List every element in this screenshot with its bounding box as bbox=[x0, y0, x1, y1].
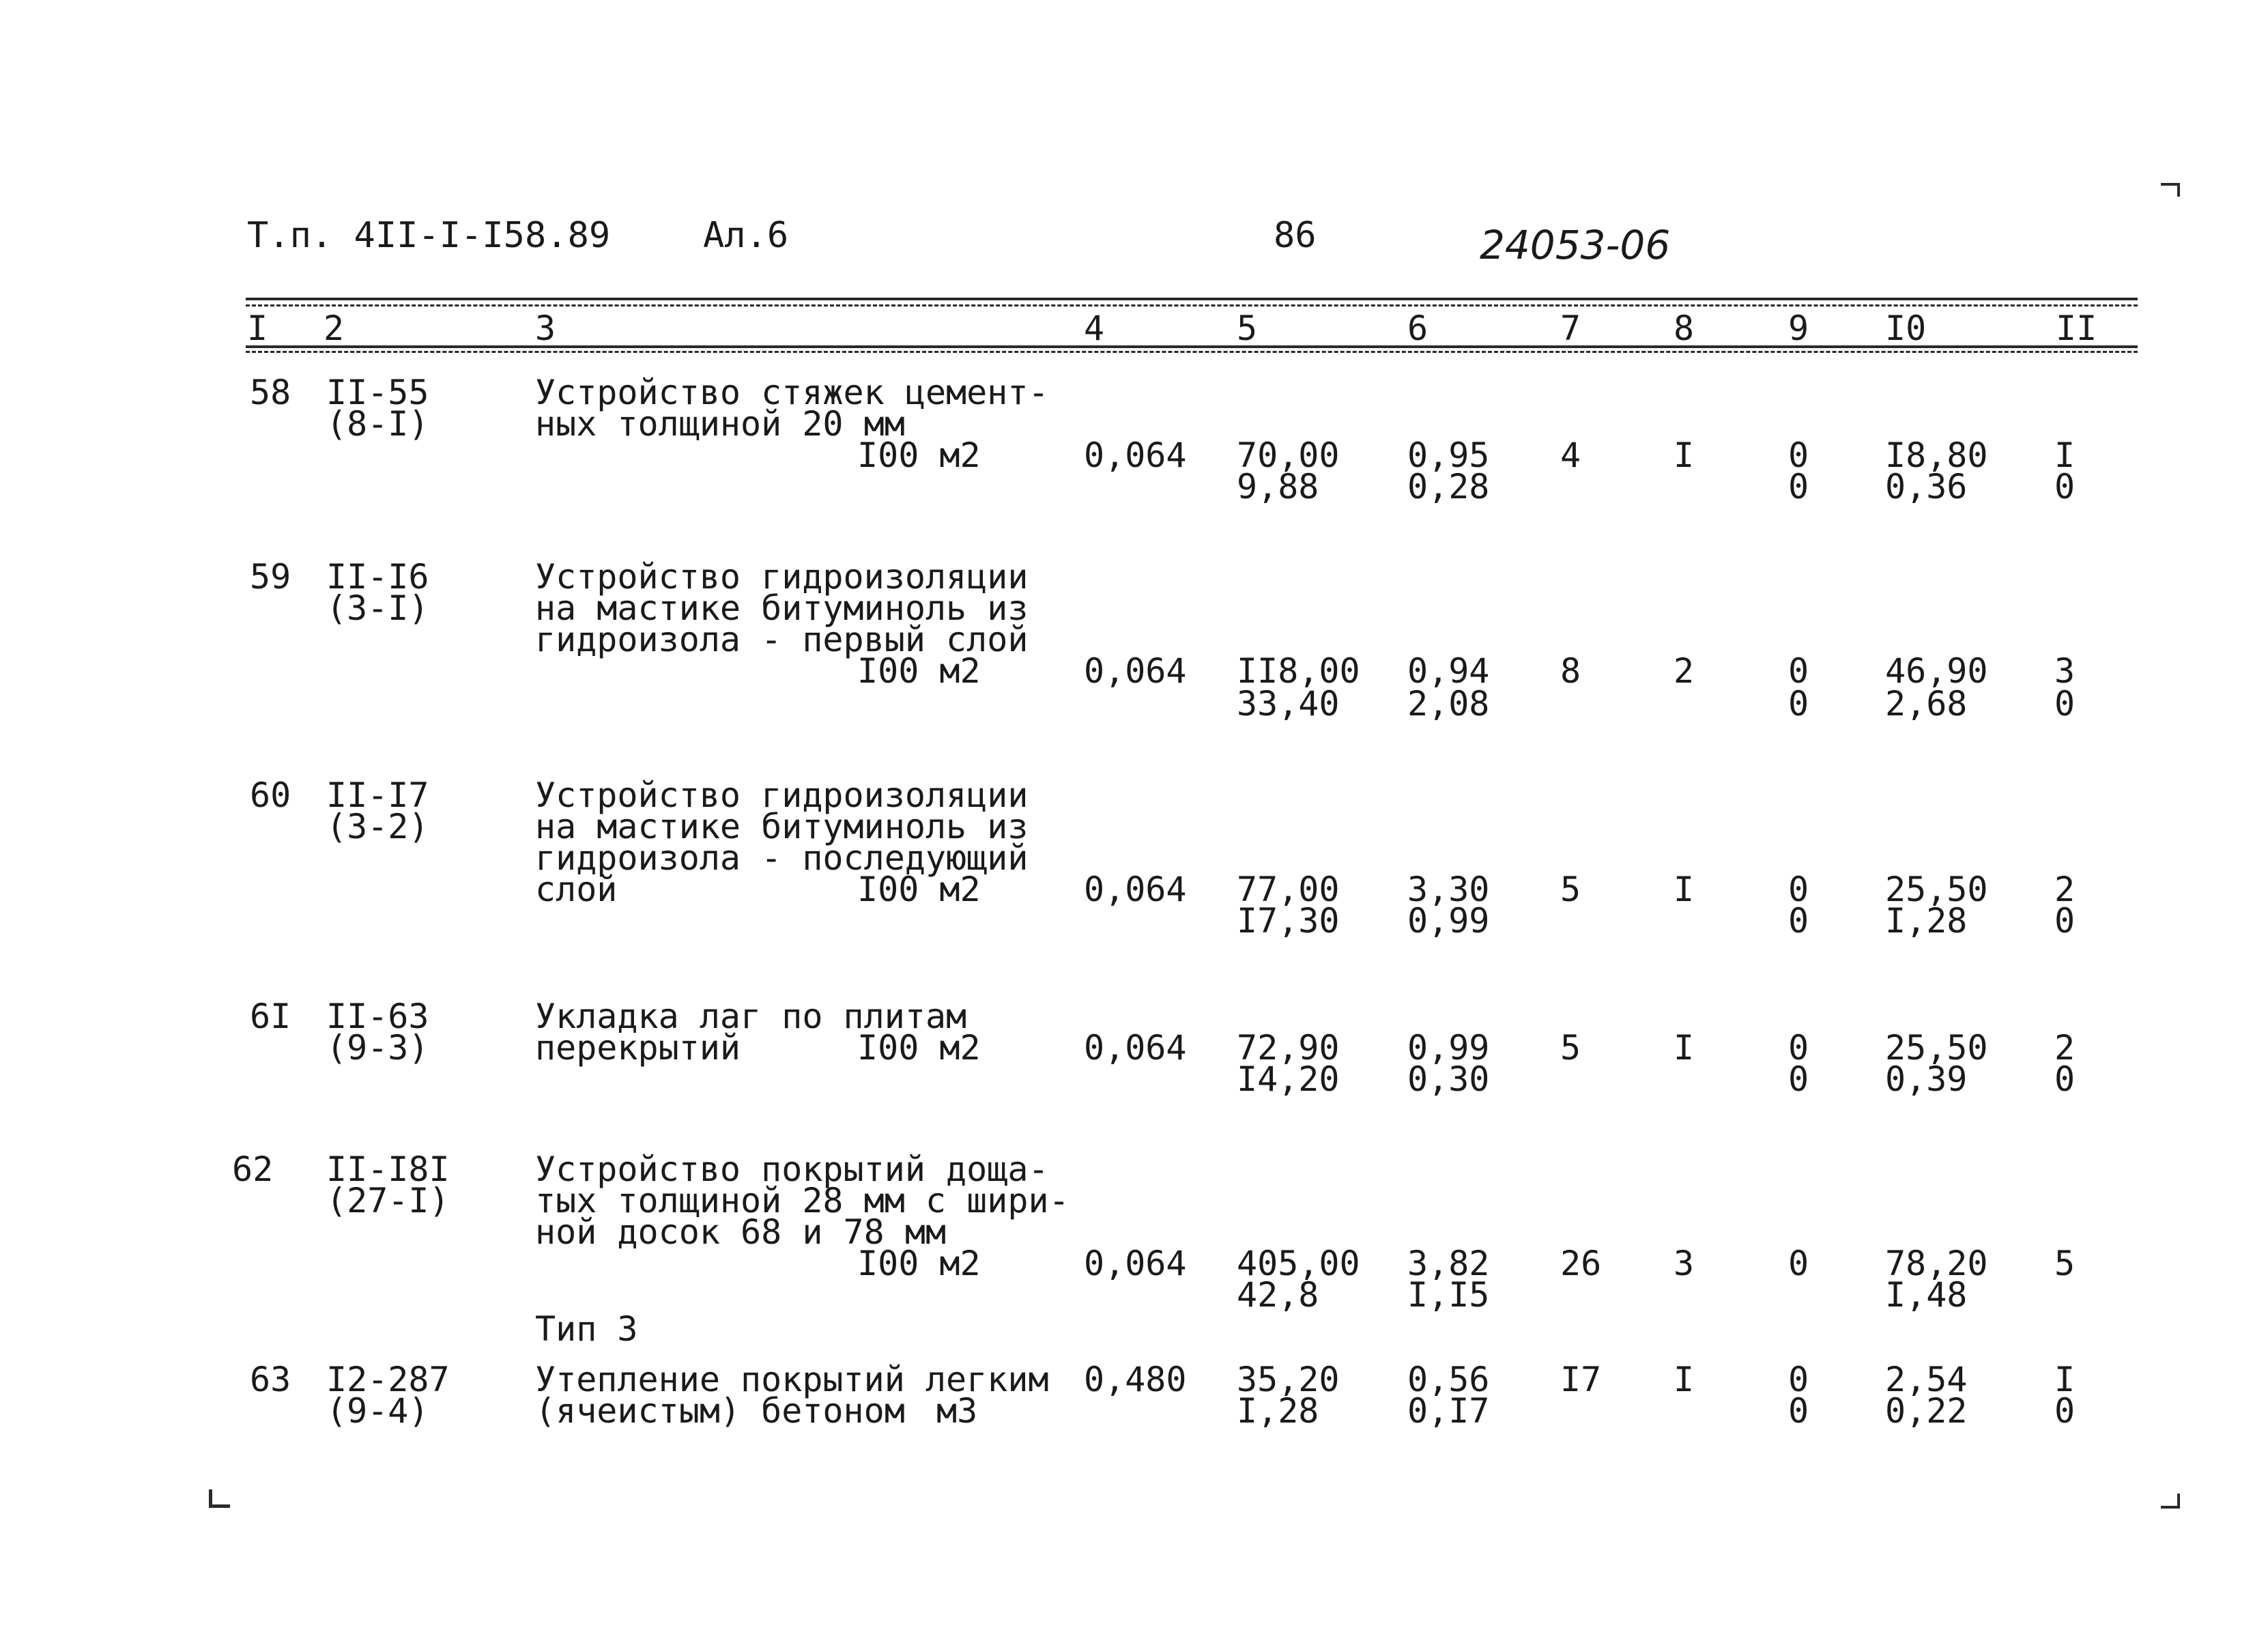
col7-value: 5 bbox=[1560, 870, 1581, 909]
col11-value: 3 bbox=[2054, 651, 2076, 691]
row-number: 62 bbox=[232, 1149, 274, 1189]
corner-mark-bottom-right bbox=[2161, 1494, 2180, 1509]
rate-subcode: (9-3) bbox=[326, 1028, 429, 1068]
work-description-line: на мастике битуминоль из bbox=[535, 807, 1029, 846]
col8-value: 3 bbox=[1674, 1244, 1695, 1283]
column-header: 7 bbox=[1560, 309, 1581, 348]
row-number: 63 bbox=[250, 1360, 291, 1399]
col10-value: 25,50 bbox=[1885, 870, 1988, 909]
col8-value: 2 bbox=[1674, 651, 1695, 691]
col10-value: 2,68 bbox=[1885, 684, 1968, 724]
col9-value: 0 bbox=[1788, 435, 1809, 475]
header-bottom-rule bbox=[246, 345, 2138, 348]
rate-code: II-I8I bbox=[326, 1149, 450, 1189]
col5-value: II8,00 bbox=[1237, 651, 1360, 691]
col9-value: 0 bbox=[1788, 1360, 1809, 1399]
col6-value: 0,95 bbox=[1407, 435, 1490, 475]
quantity: 0,064 bbox=[1084, 435, 1187, 475]
col9-value: 0 bbox=[1788, 1244, 1809, 1283]
rate-code: II-55 bbox=[326, 373, 429, 412]
col7-value: 5 bbox=[1560, 1028, 1581, 1068]
col5-value: 77,00 bbox=[1237, 870, 1340, 909]
col6-value: 0,94 bbox=[1407, 651, 1490, 691]
col5-value: 33,40 bbox=[1237, 684, 1340, 724]
col11-value: I bbox=[2054, 435, 2076, 475]
col5-value: I7,30 bbox=[1237, 901, 1340, 941]
col9-value: 0 bbox=[1788, 684, 1809, 724]
column-header: 8 bbox=[1674, 309, 1695, 348]
doc-code: Т.п. 4II-I-I58.89 bbox=[247, 215, 611, 256]
col11-value: 0 bbox=[2054, 901, 2076, 941]
col11-value: 5 bbox=[2054, 1244, 2076, 1283]
page-number: 86 bbox=[1274, 215, 1317, 256]
header-top-rule bbox=[246, 298, 2138, 300]
work-description-line: слой bbox=[535, 870, 618, 909]
rate-subcode: (27-I) bbox=[326, 1181, 450, 1220]
unit: I00 м2 bbox=[857, 435, 981, 475]
col10-value: 0,36 bbox=[1885, 467, 1968, 506]
quantity: 0,064 bbox=[1084, 1244, 1187, 1283]
row-number: 58 bbox=[250, 373, 291, 412]
col6-value: 3,82 bbox=[1407, 1244, 1490, 1283]
col5-value: 9,88 bbox=[1237, 467, 1319, 506]
unit: I00 м2 bbox=[857, 870, 981, 909]
column-header: 2 bbox=[324, 309, 345, 348]
col8-value: I bbox=[1674, 1360, 1695, 1399]
col10-value: 0,39 bbox=[1885, 1059, 1968, 1099]
work-description-line: ных толщиной 20 мм bbox=[535, 404, 905, 444]
col10-value: I,28 bbox=[1885, 901, 1968, 941]
col7-value: 4 bbox=[1560, 435, 1581, 475]
column-header: 5 bbox=[1237, 309, 1258, 348]
work-description-line: перекрытий bbox=[535, 1028, 741, 1068]
col7-value: 8 bbox=[1560, 651, 1581, 691]
unit: I00 м2 bbox=[857, 1244, 981, 1283]
rate-subcode: (9-4) bbox=[326, 1391, 429, 1431]
col6-value: 0,56 bbox=[1407, 1360, 1490, 1399]
album-label: Ал.6 bbox=[703, 215, 789, 256]
work-description-line: тых толщиной 28 мм с шири- bbox=[535, 1181, 1070, 1220]
unit: I00 м2 bbox=[857, 651, 981, 691]
work-description-line: гидроизола - последующий bbox=[535, 838, 1029, 878]
col5-value: I4,20 bbox=[1237, 1059, 1340, 1099]
row-number: 60 bbox=[250, 775, 291, 815]
work-description-line: (ячеистым) бетоном bbox=[535, 1391, 905, 1431]
column-header: II bbox=[2056, 309, 2097, 348]
col6-value: 0,99 bbox=[1407, 1028, 1490, 1068]
col5-value: 35,20 bbox=[1237, 1360, 1340, 1399]
unit: I00 м2 bbox=[857, 1028, 981, 1068]
work-description-line: Утепление покрытий легким bbox=[535, 1360, 1049, 1399]
work-description-line: Устройство покрытий доща- bbox=[535, 1149, 1049, 1189]
column-header: 4 bbox=[1084, 309, 1105, 348]
col6-value: 0,28 bbox=[1407, 467, 1490, 506]
col10-value: 0,22 bbox=[1885, 1391, 1968, 1431]
col9-value: 0 bbox=[1788, 651, 1809, 691]
rate-code: II-I6 bbox=[326, 557, 429, 597]
section-label: Тип 3 bbox=[535, 1309, 638, 1349]
work-description-line: Устройство гидроизоляции bbox=[535, 557, 1029, 597]
col10-value: 78,20 bbox=[1885, 1244, 1988, 1283]
unit: м3 bbox=[936, 1391, 978, 1431]
column-header: I bbox=[247, 309, 268, 348]
col9-value: 0 bbox=[1788, 901, 1809, 941]
work-description-line: гидроизола - первый слой bbox=[535, 620, 1029, 659]
col8-value: I bbox=[1674, 1028, 1695, 1068]
col11-value: 2 bbox=[2054, 1028, 2076, 1068]
column-header: 3 bbox=[535, 309, 556, 348]
col6-value: 0,30 bbox=[1407, 1059, 1490, 1099]
column-header: I0 bbox=[1885, 309, 1927, 348]
col10-value: 25,50 bbox=[1885, 1028, 1988, 1068]
handwritten-number: 24053-06 bbox=[1480, 222, 1671, 268]
corner-mark-bottom-left bbox=[209, 1489, 230, 1508]
col9-value: 0 bbox=[1788, 1028, 1809, 1068]
quantity: 0,480 bbox=[1084, 1360, 1187, 1399]
col10-value: 2,54 bbox=[1885, 1360, 1968, 1399]
rate-subcode: (8-I) bbox=[326, 404, 429, 444]
col5-value: 70,00 bbox=[1237, 435, 1340, 475]
col5-value: I,28 bbox=[1237, 1391, 1319, 1431]
row-number: 59 bbox=[250, 557, 291, 597]
column-header: 9 bbox=[1788, 309, 1809, 348]
row-number: 6I bbox=[250, 997, 291, 1036]
col6-value: 0,99 bbox=[1407, 901, 1490, 941]
col7-value: I7 bbox=[1560, 1360, 1602, 1399]
col10-value: 46,90 bbox=[1885, 651, 1988, 691]
col9-value: 0 bbox=[1788, 1059, 1809, 1099]
quantity: 0,064 bbox=[1084, 651, 1187, 691]
work-description-line: Устройство стяжек цемент- bbox=[535, 373, 1049, 412]
col6-value: 0,I7 bbox=[1407, 1391, 1490, 1431]
rate-code: II-I7 bbox=[326, 775, 429, 815]
col6-value: 2,08 bbox=[1407, 684, 1490, 724]
col6-value: I,I5 bbox=[1407, 1275, 1490, 1315]
col11-value: 0 bbox=[2054, 684, 2076, 724]
col10-value: I8,80 bbox=[1885, 435, 1988, 475]
work-description-line: Укладка лаг по плитам bbox=[535, 997, 967, 1036]
corner-mark-top-right bbox=[2161, 183, 2180, 197]
col10-value: I,48 bbox=[1885, 1275, 1968, 1315]
col11-value: 2 bbox=[2054, 870, 2076, 909]
col11-value: 0 bbox=[2054, 1059, 2076, 1099]
col6-value: 3,30 bbox=[1407, 870, 1490, 909]
col8-value: I bbox=[1674, 870, 1695, 909]
col9-value: 0 bbox=[1788, 870, 1809, 909]
col11-value: I bbox=[2054, 1360, 2076, 1399]
rate-subcode: (3-I) bbox=[326, 588, 429, 628]
column-header: 6 bbox=[1407, 309, 1429, 348]
col9-value: 0 bbox=[1788, 1391, 1809, 1431]
col5-value: 72,90 bbox=[1237, 1028, 1340, 1068]
col8-value: I bbox=[1674, 435, 1695, 475]
quantity: 0,064 bbox=[1084, 870, 1187, 909]
rate-subcode: (3-2) bbox=[326, 807, 429, 846]
col7-value: 26 bbox=[1560, 1244, 1602, 1283]
rate-code: II-63 bbox=[326, 997, 429, 1036]
quantity: 0,064 bbox=[1084, 1028, 1187, 1068]
col5-value: 405,00 bbox=[1237, 1244, 1360, 1283]
header-top-rule-2 bbox=[246, 304, 2138, 306]
col5-value: 42,8 bbox=[1237, 1275, 1319, 1315]
col9-value: 0 bbox=[1788, 467, 1809, 506]
work-description-line: на мастике битуминоль из bbox=[535, 588, 1029, 628]
work-description-line: Устройство гидроизоляции bbox=[535, 775, 1029, 815]
work-description-line: ной досок 68 и 78 мм bbox=[535, 1212, 947, 1252]
rate-code: I2-287 bbox=[326, 1360, 450, 1399]
header-bottom-rule-2 bbox=[246, 351, 2138, 353]
col11-value: 0 bbox=[2054, 467, 2076, 506]
col11-value: 0 bbox=[2054, 1391, 2076, 1431]
